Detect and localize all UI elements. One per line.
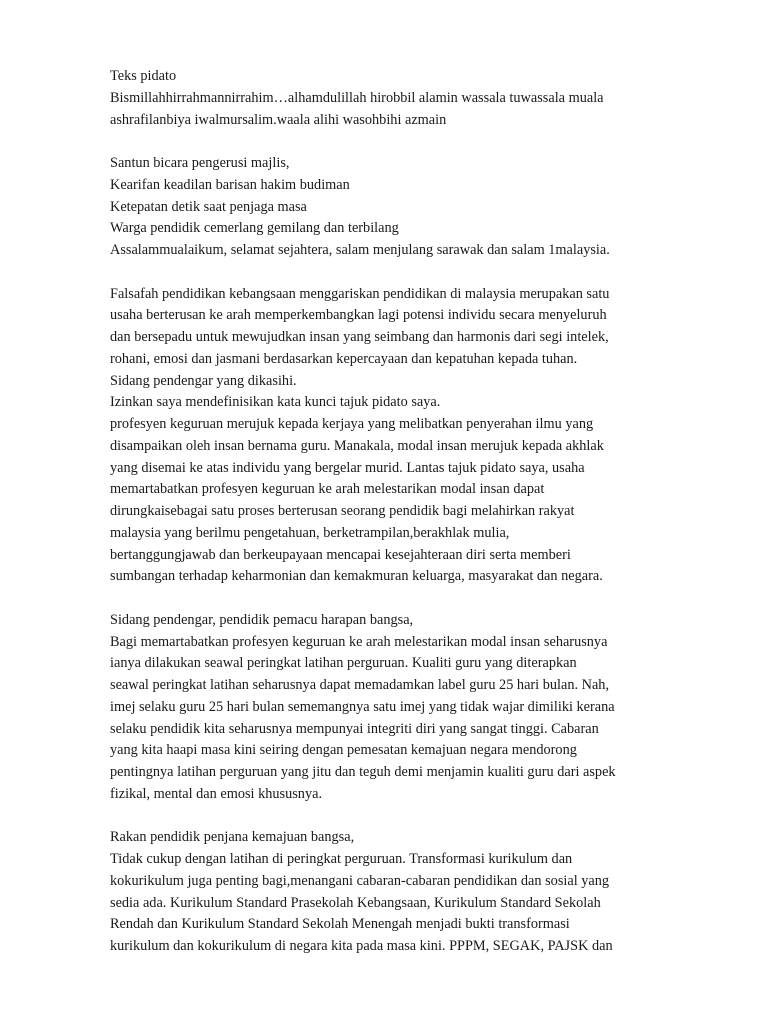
paragraph-line: usaha berterusan ke arah memperkembangkan lagi potensi individu secara menyeluruh: [110, 307, 607, 324]
paragraph-line: malaysia yang berilmu pengetahuan, berketrampilan,berakhlak mulia,: [110, 524, 510, 541]
paragraph-line: profesyen keguruan merujuk kepada kerjaya yang melibatkan penyerahan ilmu yang: [110, 416, 594, 432]
paragraph-line: Sidang pendengar yang dikasihi.: [110, 372, 297, 389]
paragraph-line: yang disemai ke atas individu yang bergelar murid. Lantas tajuk pidato saya, usaha: [110, 459, 585, 476]
greeting-line: Santun bicara pengerusi majlis,: [110, 155, 290, 171]
paragraph-line: Sidang pendengar, pendidik pemacu harapan bangsa,: [110, 611, 414, 628]
greeting-line: Warga pendidik cemerlang gemilang dan terbilang: [110, 220, 399, 237]
paragraph-line: dirungkaisebagai satu proses berterusan seorang pendidik bagi melahirkan rakyat: [110, 503, 575, 519]
paragraph-line: memartabatkan profesyen keguruan ke arah melestarikan modal insan dapat: [110, 481, 545, 498]
greeting-line: Assalammualaikum, selamat sejahtera, salam menjulang sarawak dan salam 1malaysia.: [110, 242, 610, 258]
paragraph-line: yang kita haapi masa kini seiring dengan pemesatan kemajuan negara mendorong: [110, 742, 577, 759]
paragraph-line: sumbangan terhadap keharmonian dan kemakmuran keluarga, masyarakat dan negara.: [110, 568, 603, 585]
paragraph-gap: [110, 131, 690, 153]
paragraph-gap: [110, 262, 690, 284]
paragraph-line: kokurikulum juga penting bagi,menangani cabaran-cabaran pendidikan dan sosial yang: [110, 872, 610, 889]
paragraph-line: bertanggungjawab dan berkeupayaan mencapai kesejahteraan diri serta memberi: [110, 546, 571, 563]
paragraph-line: Falsafah pendidikan kebangsaan menggariskan pendidikan di malaysia merupakan satu: [110, 285, 610, 302]
paragraph-gap: [110, 806, 690, 828]
document-title: Teks pidato: [110, 68, 177, 84]
opening-line: Bismillahhirrahmannirrahim…alhamdulillah hirobbil alamin wassala tuwassala muala: [110, 89, 604, 106]
paragraph-line: kurikulum dan kokurikulum di negara kita pada masa kini. PPPM, SEGAK, PAJSK dan: [110, 938, 613, 954]
paragraph-line: Bagi memartabatkan profesyen keguruan ke arah melestarikan modal insan seharusnya: [110, 633, 608, 650]
paragraph-line: disampaikan oleh insan bernama guru. Manakala, modal insan merujuk kepada akhlak: [110, 437, 604, 454]
paragraph-line: selaku pendidik kita seharusnya mempunyai integriti diri yang sangat tinggi. Cabaran: [110, 720, 599, 737]
paragraph-line: ianya dilakukan seawal peringkat latihan perguruan. Kualiti guru yang diterapkan: [110, 655, 577, 672]
paragraph-gap: [110, 588, 690, 610]
paragraph-line: fizikal, mental dan emosi khususnya.: [110, 785, 323, 802]
speech-text: [110, 66, 690, 958]
paragraph-line: sedia ada. Kurikulum Standard Prasekolah Kebangsaan, Kurikulum Standard Sekolah: [110, 894, 601, 911]
paragraph-line: dan bersepadu untuk mewujudkan insan yang seimbang dan harmonis dari segi intelek,: [110, 329, 609, 345]
greeting-line: Ketepatan detik saat penjaga masa: [110, 198, 307, 215]
paragraph-line: Rendah dan Kurikulum Standard Sekolah Menengah menjadi bukti transformasi: [110, 916, 570, 933]
paragraph-line: imej selaku guru 25 hari bulan sememangnya satu imej yang tidak wajar dimiliki kerana: [110, 698, 615, 715]
paragraph-line: Izinkan saya mendefinisikan kata kunci tajuk pidato saya.: [110, 394, 441, 411]
paragraph-line: Tidak cukup dengan latihan di peringkat perguruan. Transformasi kurikulum dan: [110, 851, 573, 867]
paragraph-line: seawal peringkat latihan seharusnya dapat memadamkan label guru 25 hari bulan. Nah,: [110, 677, 610, 693]
opening-line: ashrafilanbiya iwalmursalim.waala alihi wasohbihi azmain: [110, 111, 447, 128]
paragraph-line: rohani, emosi dan jasmani berdasarkan kepercayaan dan kepatuhan kepada tuhan.: [110, 350, 578, 367]
paragraph-line: pentingnya latihan perguruan yang jitu dan teguh demi menjamin kualiti guru dari aspek: [110, 764, 616, 780]
paragraph-line: Rakan pendidik penjana kemajuan bangsa,: [110, 829, 355, 846]
greeting-line: Kearifan keadilan barisan hakim budiman: [110, 176, 350, 193]
